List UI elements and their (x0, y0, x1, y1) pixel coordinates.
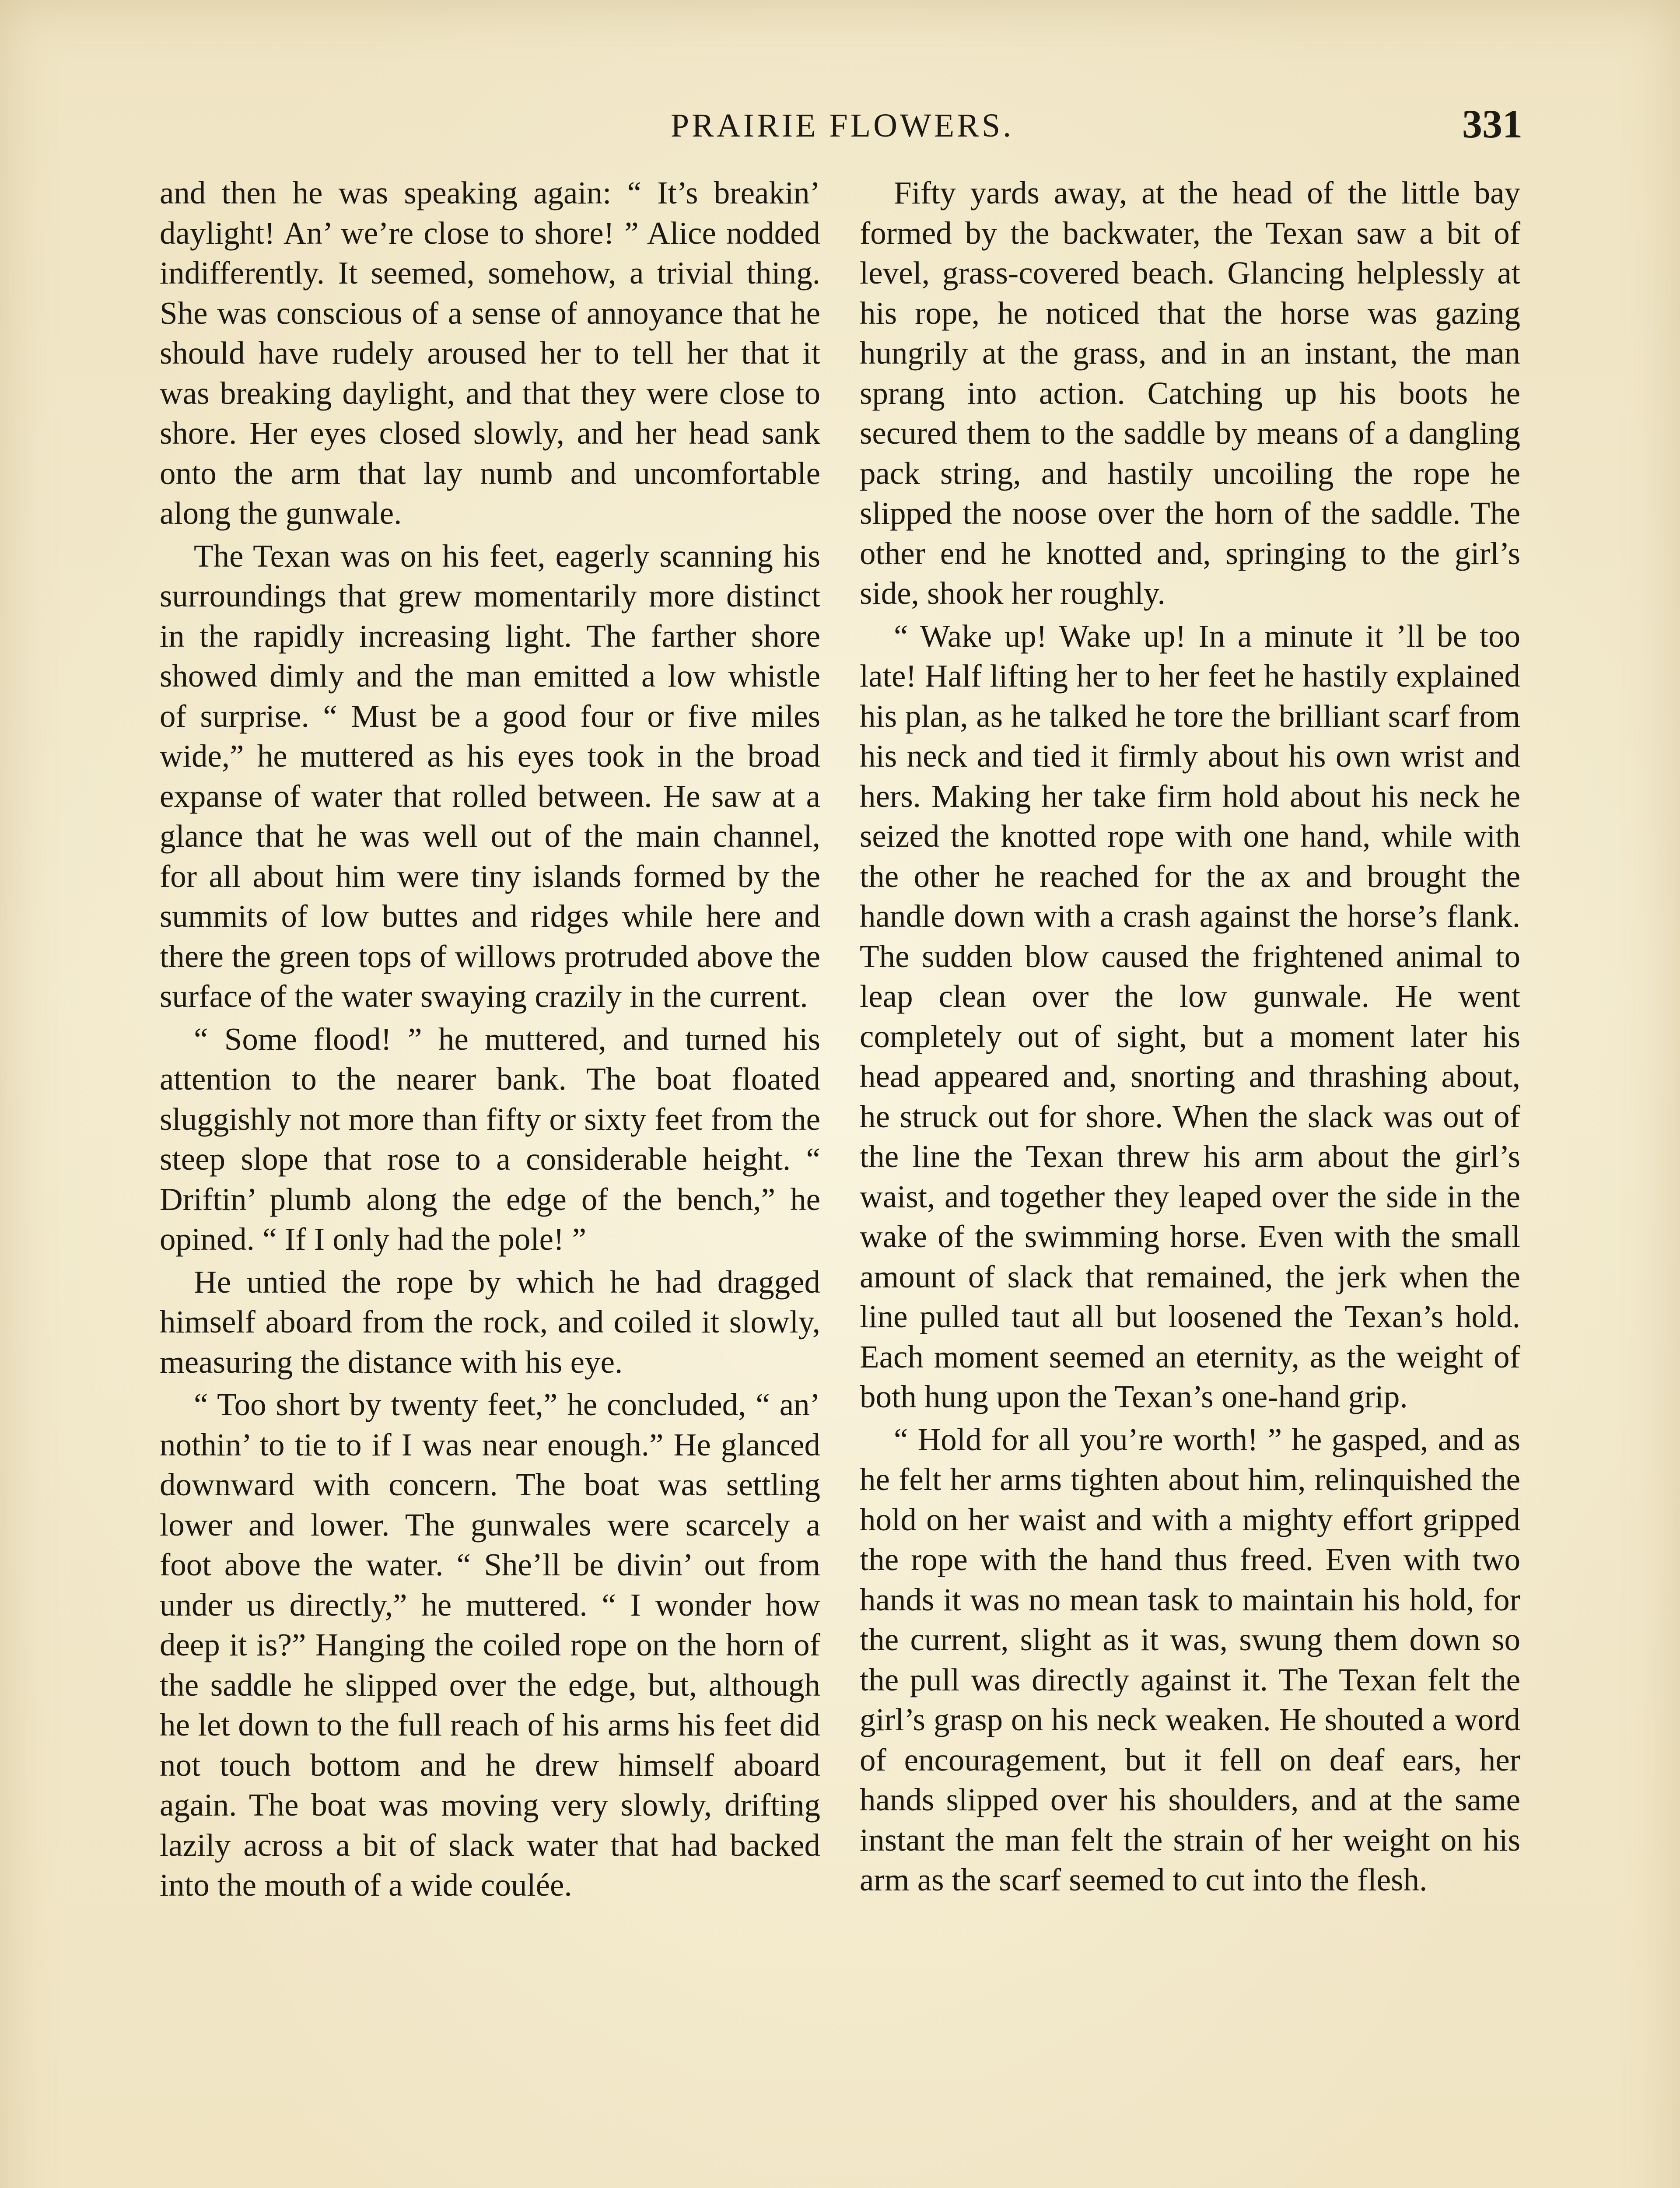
paragraph: He untied the rope by which he had dragged himself aboard from the rock, and coiled it slowly, measuring the distance with his eye. (160, 1264, 820, 1380)
page-number: 331 (1462, 102, 1522, 146)
paragraph: “ Some flood! ” he muttered, and turned his attention to the nearer bank. The boat floated sluggishly not more than fifty or sixty feet from the steep slope that rose to a considerable height. “ Driftin’ plumb along the edge of the bench,” he opined. “ If I only had the pole! ” (160, 1021, 820, 1257)
page-header (162, 101, 1522, 153)
paragraph: “ Wake up! Wake up! In a minute it ’ll be too late! Half lifting her to her feet he hastily explained his plan, as he talked he tore the brilliant scarf from his neck and tied it firmly about his own wrist and hers. Making her take firm hold about his neck he seized the knotted rope with one hand, while with the other he reached for the ax and brought the handle down with a crash against the horse’s flank. The sudden blow caused the frightened animal to leap clean over the low gunwale. He went completely out of sight, but a moment later his head appeared and, snorting and thrashing about, he struck out for shore. When the slack was out of the line the Texan threw his arm about the girl’s waist, and together they leaped over the side in the wake of the swimming horse. Even with the small amount of slack that remained, the jerk when the line pulled taut all but loosened the Texan’s hold. Each moment seemed an eternity, as the weight of both hung upon the Texan’s one-hand grip. (860, 618, 1520, 1414)
left-text-column (160, 173, 820, 1908)
paragraph: Fifty yards away, at the head of the little bay formed by the backwater, the Texan saw a bit of level, grass-covered beach. Glancing helplessly at his rope, he noticed that the horse was gazing hungrily at the grass, and in an instant, the man sprang into action. Catching up his boots he secured them to the saddle by means of a dangling pack string, and hastily uncoiling the rope he slipped the noose over the horn of the saddle. The other end he knotted and, springing to the girl’s side, shook her roughly. (860, 175, 1520, 611)
right-text-column (860, 173, 1520, 1903)
paragraph: “ Too short by twenty feet,” he concluded, “ an’ nothin’ to tie to if I was near enough.” He glanced downward with concern. The boat was settling lower and lower. The gunwales were scarcely a foot above the water. “ She’ll be divin’ out from under us directly,” he muttered. “ I wonder how deep it is?” Hanging the coiled rope on the horn of the saddle he slipped over the edge, but, although he let down to the full reach of his arms his feet did not touch bottom and he drew himself aboard again. The boat was moving very slowly, drifting lazily across a bit of slack water that had backed into the mouth of a wide coulée. (160, 1387, 820, 1903)
paragraph: The Texan was on his feet, eagerly scanning his surroundings that grew momentarily more distinct in the rapidly increasing light. The farther shore showed dimly and the man emitted a low whistle of surprise. “ Must be a good four or five miles wide,” he muttered as his eyes took in the broad expanse of water that rolled between. He saw at a glance that he was well out of the main channel, for all about him were tiny islands formed by the summits of low buttes and ridges while here and there the green tops of willows protruded above the surface of the water swaying crazily in the current. (160, 538, 820, 1014)
paragraph: “ Hold for all you’re worth! ” he gasped, and as he felt her arms tighten about him, relinquished the hold on her waist and with a mighty effort gripped the rope with the hand thus freed. Even with two hands it was no mean task to maintain his hold, for the current, slight as it was, swung them down so the pull was directly against it. The Texan felt the girl’s grasp on his neck weaken. He shouted a word of encouragement, but it fell on deaf ears, her hands slipped over his shoulders, and at the same instant the man felt the strain of her weight on his arm as the scarf seemed to cut into the flesh. (860, 1421, 1520, 1897)
paragraph: and then he was speaking again: “ It’s breakin’ daylight! An’ we’re close to shore! ” Alice nodded indifferently. It seemed, somehow, a trivial thing. She was conscious of a sense of annoyance that he should have rudely aroused her to tell her that it was breaking daylight, and that they were close to shore. Her eyes closed slowly, and her head sank onto the arm that lay numb and uncomfortable along the gunwale. (160, 175, 820, 531)
running-title: PRAIRIE FLOWERS. (670, 107, 1014, 144)
